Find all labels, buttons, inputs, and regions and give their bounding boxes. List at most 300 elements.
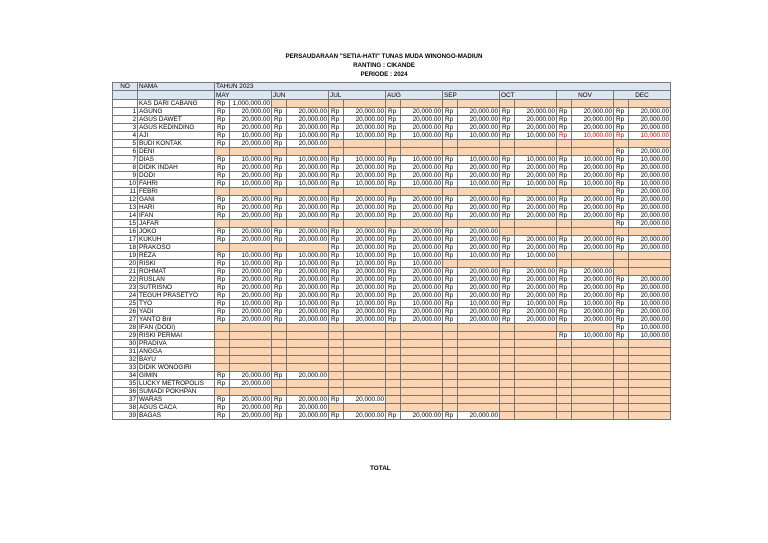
amount-cell: 10,000.00 (629, 323, 671, 331)
amount-cell (458, 219, 500, 227)
currency-cell: Rp (443, 211, 458, 219)
member-name: GANI (138, 195, 215, 203)
amount-cell: 20,000.00 (287, 195, 329, 203)
currency-cell: Rp (215, 379, 230, 387)
amount-cell: 20,000.00 (230, 403, 272, 411)
amount-cell: 20,000.00 (287, 227, 329, 235)
amount-cell (344, 219, 386, 227)
amount-cell: 10,000.00 (287, 179, 329, 187)
currency-cell (500, 187, 515, 195)
currency-cell: Rp (500, 251, 515, 259)
currency-cell: Rp (329, 283, 344, 291)
amount-cell: 20,000.00 (572, 275, 614, 283)
amount-cell: 20,000.00 (458, 275, 500, 283)
amount-cell: 20,000.00 (629, 235, 671, 243)
amount-cell: 20,000.00 (230, 235, 272, 243)
currency-cell (443, 259, 458, 267)
member-name: HARI (138, 203, 215, 211)
row-number: 35 (113, 379, 138, 387)
currency-cell (614, 227, 629, 235)
currency-cell (329, 371, 344, 379)
amount-cell: 20,000.00 (230, 211, 272, 219)
amount-cell (230, 243, 272, 251)
amount-cell (230, 323, 272, 331)
currency-cell: Rp (215, 115, 230, 123)
table-row (113, 139, 671, 147)
currency-cell: Rp (443, 123, 458, 131)
currency-cell (557, 139, 572, 147)
amount-cell: 20,000.00 (287, 371, 329, 379)
amount-cell: 20,000.00 (629, 171, 671, 179)
amount-cell (287, 363, 329, 371)
currency-cell: Rp (500, 283, 515, 291)
amount-cell: 10,000.00 (629, 131, 671, 139)
currency-cell: Rp (215, 395, 230, 403)
currency-cell: Rp (215, 227, 230, 235)
member-name: IFAN (138, 211, 215, 219)
member-name: SUMADI POKHPAN (138, 387, 215, 395)
currency-cell (614, 259, 629, 267)
currency-cell: Rp (386, 307, 401, 315)
currency-cell: Rp (500, 243, 515, 251)
amount-cell: 20,000.00 (230, 395, 272, 403)
amount-cell (629, 267, 671, 275)
member-name: JOKO (138, 227, 215, 235)
currency-cell (500, 395, 515, 403)
row-number: 4 (113, 131, 138, 139)
month-header-oct: OCT (500, 91, 557, 99)
header-no-blank (113, 91, 138, 99)
amount-cell: 20,000.00 (401, 283, 443, 291)
currency-cell (500, 139, 515, 147)
member-name: DIDIK INDAH (138, 163, 215, 171)
currency-cell (329, 323, 344, 331)
amount-cell (572, 355, 614, 363)
row-number: 31 (113, 347, 138, 355)
amount-cell (344, 371, 386, 379)
amount-cell: 20,000.00 (515, 235, 557, 243)
amount-cell: 20,000.00 (515, 163, 557, 171)
currency-cell (614, 371, 629, 379)
amount-cell (401, 363, 443, 371)
currency-cell: Rp (557, 179, 572, 187)
currency-cell (443, 187, 458, 195)
currency-cell: Rp (557, 107, 572, 115)
amount-cell: 10,000.00 (401, 155, 443, 163)
table-row (113, 203, 671, 211)
amount-cell: 10,000.00 (458, 251, 500, 259)
currency-cell: Rp (500, 299, 515, 307)
currency-cell: Rp (614, 323, 629, 331)
currency-cell (500, 323, 515, 331)
currency-cell (443, 371, 458, 379)
amount-cell: 20,000.00 (629, 187, 671, 195)
amount-cell: 20,000.00 (458, 123, 500, 131)
amount-cell: 20,000.00 (629, 283, 671, 291)
amount-cell: 10,000.00 (401, 131, 443, 139)
currency-cell (272, 99, 287, 107)
amount-cell: 20,000.00 (344, 163, 386, 171)
currency-cell (500, 355, 515, 363)
amount-cell: 20,000.00 (572, 171, 614, 179)
currency-cell: Rp (557, 115, 572, 123)
row-number: 15 (113, 219, 138, 227)
currency-cell: Rp (557, 307, 572, 315)
amount-cell: 20,000.00 (629, 275, 671, 283)
amount-cell: 20,000.00 (287, 267, 329, 275)
currency-cell (443, 323, 458, 331)
amount-cell (515, 219, 557, 227)
currency-cell: Rp (386, 123, 401, 131)
currency-cell (329, 363, 344, 371)
amount-cell (458, 347, 500, 355)
amount-cell: 10,000.00 (515, 155, 557, 163)
amount-cell (572, 99, 614, 107)
member-name: AGUS DAWET (138, 115, 215, 123)
amount-cell (629, 139, 671, 147)
amount-cell: 20,000.00 (401, 163, 443, 171)
currency-cell: Rp (329, 203, 344, 211)
currency-cell: Rp (614, 123, 629, 131)
currency-cell: Rp (272, 171, 287, 179)
member-name: AJI (138, 131, 215, 139)
amount-cell: 10,000.00 (515, 179, 557, 187)
currency-cell (500, 339, 515, 347)
month-header-jul: JUL (329, 91, 386, 99)
table-row (113, 147, 671, 155)
currency-cell (614, 403, 629, 411)
amount-cell (287, 219, 329, 227)
currency-cell (272, 379, 287, 387)
amount-cell (572, 339, 614, 347)
amount-cell: 20,000.00 (287, 139, 329, 147)
currency-cell: Rp (329, 171, 344, 179)
amount-cell: 20,000.00 (458, 291, 500, 299)
row-number: 5 (113, 139, 138, 147)
member-name: BAGAS (138, 411, 215, 419)
amount-cell: 20,000.00 (629, 307, 671, 315)
currency-cell: Rp (329, 123, 344, 131)
amount-cell: 10,000.00 (401, 259, 443, 267)
currency-cell (614, 411, 629, 419)
amount-cell (515, 395, 557, 403)
currency-cell: Rp (386, 163, 401, 171)
currency-cell: Rp (443, 155, 458, 163)
member-name: FAHRI (138, 179, 215, 187)
currency-cell: Rp (272, 283, 287, 291)
amount-cell (515, 387, 557, 395)
amount-cell (287, 323, 329, 331)
table-row (113, 123, 671, 131)
currency-cell (557, 251, 572, 259)
amount-cell (572, 251, 614, 259)
currency-cell (272, 219, 287, 227)
currency-cell: Rp (329, 155, 344, 163)
currency-cell (272, 187, 287, 195)
row-number: 2 (113, 115, 138, 123)
currency-cell (215, 147, 230, 155)
currency-cell: Rp (386, 227, 401, 235)
amount-cell (458, 363, 500, 371)
currency-cell (500, 347, 515, 355)
month-header-sep: SEP (443, 91, 500, 99)
member-name: TEGUH PRASETYO (138, 291, 215, 299)
amount-cell (458, 323, 500, 331)
amount-cell: 10,000.00 (572, 131, 614, 139)
currency-cell: Rp (386, 235, 401, 243)
amount-cell (629, 403, 671, 411)
currency-cell: Rp (557, 131, 572, 139)
amount-cell: 20,000.00 (401, 107, 443, 115)
amount-cell: 10,000.00 (515, 131, 557, 139)
currency-cell: Rp (500, 115, 515, 123)
member-name: BAYU (138, 355, 215, 363)
amount-cell: 20,000.00 (287, 315, 329, 323)
currency-cell: Rp (443, 307, 458, 315)
amount-cell: 20,000.00 (629, 115, 671, 123)
header-year: TAHUN 2023 (215, 83, 671, 91)
currency-cell: Rp (272, 107, 287, 115)
currency-cell: Rp (215, 211, 230, 219)
amount-cell: 20,000.00 (515, 307, 557, 315)
currency-cell: Rp (500, 179, 515, 187)
currency-cell: Rp (443, 291, 458, 299)
amount-cell: 20,000.00 (344, 123, 386, 131)
amount-cell: 20,000.00 (629, 203, 671, 211)
month-header-nov: NOV (557, 91, 614, 99)
amount-cell: 20,000.00 (572, 115, 614, 123)
amount-cell: 20,000.00 (572, 163, 614, 171)
amount-cell: 20,000.00 (230, 195, 272, 203)
member-name: IFAN (DODI) (138, 323, 215, 331)
member-name: AGUS CACA (138, 403, 215, 411)
currency-cell (614, 395, 629, 403)
currency-cell: Rp (386, 171, 401, 179)
amount-cell: 20,000.00 (401, 171, 443, 179)
row-number: 14 (113, 211, 138, 219)
amount-cell (344, 347, 386, 355)
row-number: 32 (113, 355, 138, 363)
currency-cell: Rp (614, 291, 629, 299)
currency-cell (215, 187, 230, 195)
amount-cell: 10,000.00 (230, 259, 272, 267)
currency-cell: Rp (386, 275, 401, 283)
amount-cell (629, 411, 671, 419)
amount-cell: 20,000.00 (629, 163, 671, 171)
amount-cell: 20,000.00 (572, 243, 614, 251)
currency-cell: Rp (386, 267, 401, 275)
currency-cell: Rp (443, 131, 458, 139)
table-row (113, 291, 671, 299)
currency-cell (614, 99, 629, 107)
amount-cell: 20,000.00 (401, 411, 443, 419)
amount-cell (458, 371, 500, 379)
member-name: RISKI PERMAI (138, 331, 215, 339)
currency-cell: Rp (614, 163, 629, 171)
currency-cell: Rp (557, 299, 572, 307)
amount-cell: 20,000.00 (344, 203, 386, 211)
amount-cell (401, 339, 443, 347)
amount-cell: 20,000.00 (287, 115, 329, 123)
header-nama: NAMA (138, 83, 215, 91)
row-number: 11 (113, 187, 138, 195)
amount-cell (401, 347, 443, 355)
currency-cell (614, 363, 629, 371)
amount-cell: 20,000.00 (572, 291, 614, 299)
amount-cell: 10,000.00 (572, 179, 614, 187)
amount-cell (572, 379, 614, 387)
amount-cell (458, 387, 500, 395)
amount-cell (515, 323, 557, 331)
amount-cell: 20,000.00 (515, 195, 557, 203)
currency-cell (215, 339, 230, 347)
amount-cell: 20,000.00 (230, 379, 272, 387)
amount-cell (344, 403, 386, 411)
currency-cell: Rp (215, 107, 230, 115)
header-nama-blank (138, 91, 215, 99)
amount-cell: 20,000.00 (572, 267, 614, 275)
amount-cell: 20,000.00 (572, 235, 614, 243)
currency-cell: Rp (614, 275, 629, 283)
currency-cell: Rp (614, 203, 629, 211)
currency-cell (443, 395, 458, 403)
amount-cell: 20,000.00 (515, 211, 557, 219)
amount-cell (401, 139, 443, 147)
amount-cell (629, 251, 671, 259)
currency-cell: Rp (329, 307, 344, 315)
amount-cell: 20,000.00 (344, 211, 386, 219)
amount-cell (572, 259, 614, 267)
currency-cell: Rp (215, 283, 230, 291)
currency-cell: Rp (443, 235, 458, 243)
row-number: 23 (113, 283, 138, 291)
table-row (113, 219, 671, 227)
table-row (113, 395, 671, 403)
currency-cell: Rp (557, 171, 572, 179)
amount-cell (515, 147, 557, 155)
currency-cell (329, 219, 344, 227)
member-name: RISKI (138, 259, 215, 267)
row-number: 20 (113, 259, 138, 267)
amount-cell (401, 355, 443, 363)
currency-cell: Rp (215, 291, 230, 299)
table-row (113, 331, 671, 339)
currency-cell (557, 339, 572, 347)
amount-cell: 10,000.00 (458, 155, 500, 163)
currency-cell (557, 323, 572, 331)
document-header (112, 52, 656, 79)
currency-cell: Rp (500, 211, 515, 219)
currency-cell: Rp (443, 283, 458, 291)
row-number: 6 (113, 147, 138, 155)
currency-cell (500, 227, 515, 235)
amount-cell (401, 187, 443, 195)
amount-cell (629, 379, 671, 387)
row-number: 38 (113, 403, 138, 411)
table-row (113, 371, 671, 379)
table-row (113, 163, 671, 171)
currency-cell (386, 403, 401, 411)
amount-cell: 20,000.00 (572, 307, 614, 315)
periode-label: PERIODE : 2024 (360, 71, 408, 78)
member-name: SUTRISNO (138, 283, 215, 291)
amount-cell: 20,000.00 (629, 123, 671, 131)
amount-cell (629, 363, 671, 371)
currency-cell: Rp (215, 203, 230, 211)
row-number: 21 (113, 267, 138, 275)
currency-cell: Rp (272, 139, 287, 147)
currency-cell: Rp (386, 155, 401, 163)
currency-cell: Rp (215, 195, 230, 203)
amount-cell: 20,000.00 (287, 171, 329, 179)
amount-cell (515, 139, 557, 147)
currency-cell (557, 147, 572, 155)
currency-cell: Rp (500, 171, 515, 179)
currency-cell: Rp (386, 195, 401, 203)
member-name: BUDI KONTAK (138, 139, 215, 147)
ranting-label: RANTING : CIKANDE (353, 62, 415, 69)
currency-cell (443, 219, 458, 227)
amount-cell: 20,000.00 (458, 307, 500, 315)
amount-cell: 20,000.00 (401, 315, 443, 323)
amount-cell: 20,000.00 (401, 291, 443, 299)
amount-cell: 20,000.00 (401, 307, 443, 315)
currency-cell (557, 403, 572, 411)
currency-cell (215, 355, 230, 363)
currency-cell: Rp (443, 315, 458, 323)
amount-cell: 10,000.00 (629, 331, 671, 339)
currency-cell: Rp (272, 259, 287, 267)
currency-cell: Rp (329, 115, 344, 123)
amount-cell: 1,000,000.00 (230, 99, 272, 107)
currency-cell: Rp (215, 411, 230, 419)
amount-cell: 20,000.00 (344, 291, 386, 299)
currency-cell (329, 387, 344, 395)
amount-cell: 10,000.00 (458, 131, 500, 139)
amount-cell: 20,000.00 (458, 203, 500, 211)
currency-cell: Rp (557, 267, 572, 275)
amount-cell: 20,000.00 (287, 123, 329, 131)
amount-cell (629, 387, 671, 395)
amount-cell: 20,000.00 (401, 123, 443, 131)
currency-cell (215, 363, 230, 371)
amount-cell: 10,000.00 (515, 251, 557, 259)
dues-table (112, 82, 671, 420)
currency-cell (557, 219, 572, 227)
currency-cell: Rp (557, 211, 572, 219)
month-header-jun: JUN (272, 91, 329, 99)
amount-cell: 20,000.00 (230, 107, 272, 115)
currency-cell (329, 339, 344, 347)
organization-title: PERSAUDARAAN "SETIA-HATI" TUNAS MUDA WINONGO-MADIUN (285, 53, 483, 60)
amount-cell: 10,000.00 (287, 155, 329, 163)
currency-cell: Rp (272, 395, 287, 403)
member-name: KUKUH (138, 235, 215, 243)
currency-cell (329, 99, 344, 107)
currency-cell: Rp (614, 155, 629, 163)
currency-cell: Rp (500, 131, 515, 139)
currency-cell: Rp (215, 163, 230, 171)
currency-cell (443, 147, 458, 155)
currency-cell (500, 259, 515, 267)
amount-cell: 20,000.00 (344, 283, 386, 291)
currency-cell (500, 99, 515, 107)
currency-cell: Rp (557, 195, 572, 203)
amount-cell (344, 355, 386, 363)
amount-cell: 20,000.00 (572, 123, 614, 131)
amount-cell (344, 147, 386, 155)
amount-cell: 20,000.00 (629, 107, 671, 115)
